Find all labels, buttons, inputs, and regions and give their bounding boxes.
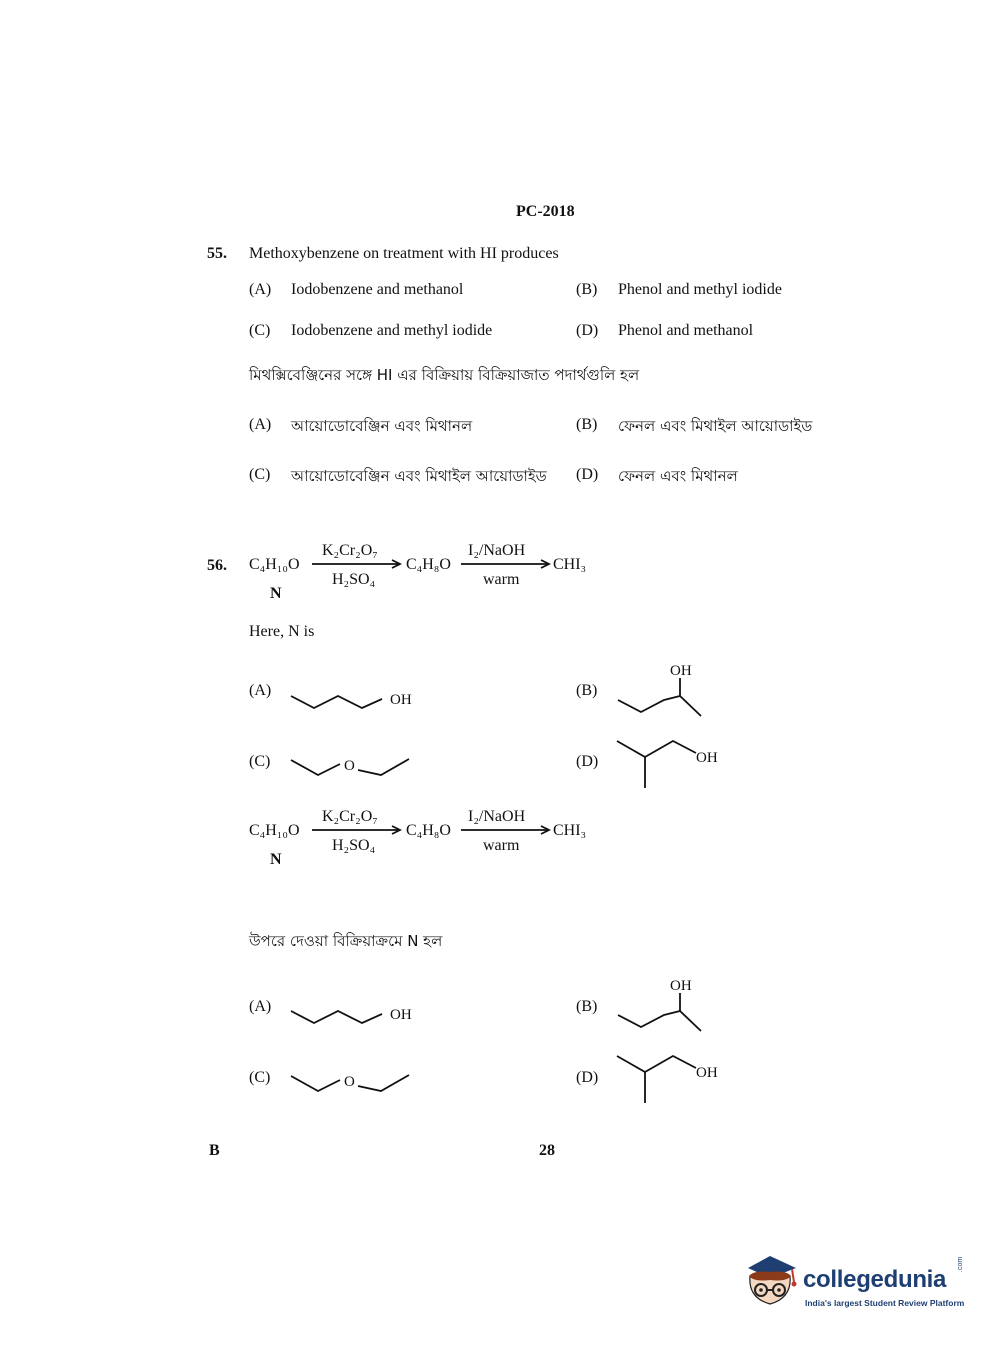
butanol-structure xyxy=(288,684,418,724)
svg-text:OH: OH xyxy=(390,1007,412,1023)
butan-2-ol-structure xyxy=(614,975,714,1035)
logo-tagline: India's largest Student Review Platform xyxy=(805,1298,965,1308)
option-text-bengali: ফেনল এবং মিথানল xyxy=(618,467,738,485)
product-formula: CHI₃ xyxy=(553,556,587,573)
option-text: Phenol and methanol xyxy=(618,322,754,339)
reagent-bottom: warm xyxy=(483,837,520,854)
reagent-top: K₂Cr₂O₇ xyxy=(322,542,378,559)
option-label: (B) xyxy=(576,416,598,433)
product-formula: CHI₃ xyxy=(553,822,587,839)
isobutanol-structure xyxy=(612,1048,732,1108)
option-label: (A) xyxy=(249,998,272,1015)
collegedunia-logo xyxy=(740,1252,972,1322)
mascot-icon xyxy=(740,1252,800,1316)
reaction-arrow xyxy=(312,558,404,570)
isobutanol-structure xyxy=(612,733,732,793)
page-number: 28 xyxy=(539,1142,555,1159)
ether-structure xyxy=(288,748,418,788)
option-label: (B) xyxy=(576,281,598,298)
reagent-top: K₂Cr₂O₇ xyxy=(322,808,378,825)
intermediate-formula: C₄H₈O xyxy=(406,822,451,839)
option-text-bengali: ফেনল এবং মিথাইল আয়োডাইড xyxy=(618,417,813,435)
option-label: (C) xyxy=(249,1069,271,1086)
option-label: (D) xyxy=(576,753,599,770)
option-label: (D) xyxy=(576,322,599,339)
logo-wordmark: collegedunia xyxy=(803,1266,947,1293)
option-text: Iodobenzene and methanol xyxy=(291,281,464,298)
reagent-bottom: warm xyxy=(483,571,520,588)
reaction-arrow xyxy=(312,824,404,836)
option-text-bengali: আয়োডোবেঞ্জিন এবং মিথাইল আয়োডাইড xyxy=(291,467,547,485)
option-label: (A) xyxy=(249,416,272,433)
reactant-label: N xyxy=(270,851,282,868)
reagent-top: I₂/NaOH xyxy=(468,542,526,559)
option-label: (A) xyxy=(249,281,272,298)
reactant-label: N xyxy=(270,585,282,602)
svg-text:OH: OH xyxy=(390,692,412,708)
question-text: Here, N is xyxy=(249,623,315,640)
option-label: (C) xyxy=(249,466,271,483)
logo-domain: .com xyxy=(957,1256,964,1272)
reactant-formula: C₄H₁₀O xyxy=(249,822,300,839)
reaction-arrow xyxy=(461,558,553,570)
intermediate-formula: C₄H₈O xyxy=(406,556,451,573)
option-label: (B) xyxy=(576,998,598,1015)
question-text: Methoxybenzene on treatment with HI produces xyxy=(249,245,559,262)
option-label: (D) xyxy=(576,466,599,483)
reagent-top: I₂/NaOH xyxy=(468,808,526,825)
svg-text:OH: OH xyxy=(670,663,692,679)
question-number: 56. xyxy=(207,557,227,574)
butan-2-ol-structure xyxy=(614,660,714,720)
option-text-bengali: আয়োডোবেঞ্জিন এবং মিথানল xyxy=(291,417,473,435)
option-label: (D) xyxy=(576,1069,599,1086)
reactant-formula: C₄H₁₀O xyxy=(249,556,300,573)
reagent-bottom: H₂SO₄ xyxy=(332,837,376,854)
butanol-structure xyxy=(288,999,418,1039)
option-label: (A) xyxy=(249,682,272,699)
option-text: Phenol and methyl iodide xyxy=(618,281,782,298)
option-text: Iodobenzene and methyl iodide xyxy=(291,322,493,339)
page-code: PC-2018 xyxy=(516,203,575,220)
svg-text:OH: OH xyxy=(696,750,718,766)
question-text-bengali: উপরে দেওয়া বিক্রিয়াক্রমে N হল xyxy=(249,932,443,950)
question-text-bengali: মিথক্সিবেঞ্জিনের সঙ্গে HI এর বিক্রিয়ায় বিক্রিয়াজাত পদার্থগুলি হল xyxy=(249,366,640,384)
svg-text:OH: OH xyxy=(696,1065,718,1081)
svg-text:O: O xyxy=(344,1074,355,1090)
svg-text:O: O xyxy=(344,758,355,774)
svg-text:OH: OH xyxy=(670,978,692,994)
option-label: (C) xyxy=(249,753,271,770)
reaction-arrow xyxy=(461,824,553,836)
option-label: (C) xyxy=(249,322,271,339)
set-code: B xyxy=(209,1142,220,1159)
option-label: (B) xyxy=(576,682,598,699)
question-number: 55. xyxy=(207,245,227,262)
reagent-bottom: H₂SO₄ xyxy=(332,571,376,588)
ether-structure xyxy=(288,1064,418,1104)
